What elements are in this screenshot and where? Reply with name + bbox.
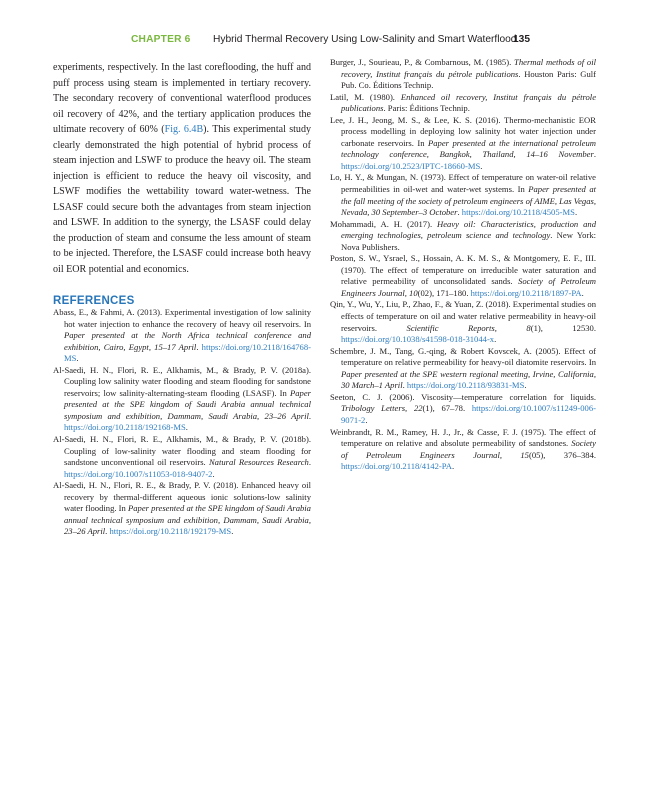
reference-source: Paper presented at the SPE kingdom of Saudi Arabia annual technical symposium and exhibition, Dammam, Saudi Arabia, 23–26 April	[64, 503, 311, 537]
reference-source: Natural Resources Research	[208, 457, 309, 468]
reference-details: .	[196, 341, 202, 352]
reference-end: .	[524, 380, 527, 391]
reference-end: .	[231, 526, 234, 537]
reference-authors: Qin, Y., Wu, Y., Liu, P., Zhao, F., & Yuan, Z. (2018). Experimental studies on effects of temperature on oil and water relative permeability in heavy-oil reservoirs.	[330, 299, 596, 333]
reference-doi-link[interactable]: https://doi.org/10.2118/192168-MS	[64, 422, 186, 433]
references-heading: REFERENCES	[53, 295, 135, 307]
reference-details: (05), 376–384.	[528, 449, 597, 460]
running-header	[131, 34, 530, 50]
reference-entry	[53, 480, 311, 538]
reference-details: . Paris: Éditions Technip.	[383, 103, 470, 114]
reference-doi-link[interactable]: https://doi.org/10.2118/4505-MS	[461, 207, 575, 218]
reference-end: .	[581, 287, 584, 298]
reference-entry	[330, 427, 596, 473]
reference-end: .	[185, 422, 188, 433]
reference-source: Paper presented at the SPE kingdom of Saudi Arabia annual technical symposium and exhibition, Dammam, Saudi Arabia, 23–26 April	[64, 387, 311, 421]
reference-authors: Seeton, C. J. (2006). Viscosity—temperature correlation for liquids.	[330, 391, 596, 402]
reference-details: (1), 12530.	[530, 322, 597, 333]
reference-end: .	[451, 461, 455, 472]
page-number: 135	[513, 34, 530, 45]
reference-authors: Burger, J., Sourieau, P., & Combarnous, M. (1985).	[330, 57, 515, 67]
reference-end: .	[212, 468, 215, 479]
reference-entry	[330, 253, 596, 299]
figure-link[interactable]: Fig. 6.4B	[164, 124, 204, 135]
reference-details: .	[105, 526, 110, 537]
reference-source: Tribology Letters, 22	[341, 403, 423, 414]
reference-doi-link[interactable]: https://doi.org/10.2118/93831-MS	[406, 380, 525, 391]
reference-authors: Weinbrandt, R. M., Ramey, H. J., Jr., & Casse, F. J. (1975). The effect of temperature on relative and absolute permeability of sandstones.	[330, 426, 596, 449]
chapter-title: Hybrid Thermal Recovery Using Low-Salinity and Smart Waterflood	[213, 34, 517, 45]
reference-entry	[330, 392, 596, 427]
reference-authors: Mohammadi, A. H. (2017).	[330, 218, 438, 229]
reference-doi-link[interactable]: https://doi.org/10.1007/s11053-018-9407-2	[64, 468, 213, 479]
reference-authors: Al-Saedi, H. N., Flori, R. E., & Brady, P. V. (2018). Enhanced heavy oil recovery by thermal-different aqueous ionic solutions-low salinity water flooding. In	[53, 480, 311, 514]
reference-source: Paper presented at the fall meeting of the society of petroleum engineers of AIME, Las Vegas, Nevada, 30 September–3 October	[341, 184, 597, 218]
reference-details: .	[402, 380, 407, 391]
reference-end: .	[494, 334, 497, 345]
reference-authors: Poston, S. W., Ysrael, S., Hossain, A. K. M. S., & Montgomery, E. F., III. (1970). The effect of temperature on irreducible water saturation and relative permeability of unconsolidated sands.	[330, 253, 596, 287]
reference-source: Society of Petroleum Engineers Journal, 15	[341, 438, 596, 460]
reference-details: (1), 67–78.	[422, 403, 472, 414]
reference-entry	[330, 219, 596, 254]
reference-entry	[330, 115, 596, 173]
reference-end: .	[480, 160, 483, 171]
reference-source: Paper presented at the North Africa technical conference and exhibition, Cairo, Egypt, 15–17 April	[64, 330, 311, 352]
reference-authors: Abass, E., & Fahmi, A. (2013). Experimental investigation of low salinity hot water injection to enhance the recovery of heavy oil reservoirs. In	[53, 307, 311, 329]
reference-authors: Latil, M. (1980).	[330, 91, 401, 102]
reference-authors: Lo, H. Y., & Mungan, N. (1973). Effect of temperature on water-oil relative permeabilities in oil-wet and water-wet systems. In	[330, 172, 596, 195]
reference-details: .	[308, 457, 311, 468]
references-list-right	[330, 57, 596, 473]
reference-doi-link[interactable]: https://doi.org/10.1007/s11249-006-9071-2	[341, 403, 596, 425]
paragraph-text-end: ). This experimental study clearly demonstrated the high potential of hybrid process of steam injection and LSWF to produce the heavy oil. The steam injection is efficient to reduce the heavy oil viscosity, and LSWF modifies the wettability toward water-wetness. The LSASF could secure both the advantages from steam injection and LSWF. In addition to the synergy, the LSASF could delay the production of steam and consume the less amount of steam to be injected. Therefore, the LSASF could increase both heavy oil EOR potential and economics.	[53, 124, 311, 275]
references-list-left	[53, 307, 311, 538]
reference-details: (02), 171–180.	[417, 287, 471, 298]
reference-source: Paper presented at the international petroleum technology conference, Bangkok, Thailand, 14–16 November	[341, 137, 596, 160]
left-column	[53, 60, 311, 538]
reference-source: Paper presented at the SPE western regional meeting, Irvine, California, 30 March–1 April	[341, 368, 596, 391]
reference-entry	[330, 346, 596, 392]
reference-authors: Lee, J. H., Jeong, M. S., & Lee, K. S. (2016). Thermo-mechanistic EOR process modelling in deploying low salinity hot water injection under carbonate reservoirs. In	[330, 114, 596, 148]
reference-details: .	[308, 410, 311, 421]
reference-details: .	[593, 149, 596, 160]
reference-doi-link[interactable]: https://doi.org/10.2523/IPTC-18660-MS	[341, 160, 481, 171]
right-column	[330, 57, 596, 473]
reference-end: .	[574, 207, 578, 218]
reference-doi-link[interactable]: https://doi.org/10.2118/164768-MS	[64, 341, 312, 364]
chapter-label: CHAPTER 6	[131, 34, 191, 45]
reference-doi-link[interactable]: https://doi.org/10.1038/s41598-018-31044-x	[341, 334, 495, 345]
reference-authors: Al-Saedi, H. N., Flori, R. E., Alkhamis, M., & Brady, P. V. (2018a). Coupling low salinity water flooding and steam flooding for sandstone reservoirs; low salinity-alternating-steam flooding (LSASF). In	[53, 364, 311, 398]
reference-source: Society of Petroleum Engineers Journal, 10	[341, 276, 596, 298]
paragraph-text-start: experiments, respectively. In the last coreflooding, the huff and puff process using steam is implemented in tertiary recovery. The secondary recovery of conventional waterflood produces oil recovery of 42%, and the tertiary application produces the ultimate recovery of 60% (	[53, 62, 311, 135]
reference-details: . Houston Paris: Gulf Pub. Co. Éditions Technip.	[341, 68, 597, 91]
reference-authors: Al-Saedi, H. N., Flori, R. E., Alkhamis, M., & Brady, P. V. (2018b). Coupling of low-salinity water flooding and steam flooding for sandstone unconventional oil reservoirs.	[53, 434, 311, 468]
reference-source: Scientific Reports, 8	[406, 322, 531, 333]
reference-details: .	[457, 207, 462, 218]
reference-authors: Schembre, J. M., Tang, G.-qing, & Robert Kovscek, A. (2005). Effect of temperature on relative permeability for heavy-oil diatomite reservoirs. In	[330, 345, 596, 368]
reference-entry	[330, 299, 596, 345]
reference-doi-link[interactable]: https://doi.org/10.2118/192179-MS	[109, 526, 232, 537]
reference-entry	[330, 172, 596, 218]
reference-entry	[53, 434, 311, 480]
reference-doi-link[interactable]: https://doi.org/10.2118/1897-PA	[470, 287, 582, 298]
reference-details: . New York: Nova Publishers.	[341, 230, 597, 252]
reference-entry	[330, 92, 596, 115]
reference-source: Enhanced oil recovery, Institut français du pétrole publications	[341, 91, 597, 114]
reference-source: Thermal methods of oil recovery, Institut français du pétrole publications	[341, 57, 596, 79]
reference-source: Heavy oil: Characteristics, production and emerging technologies, petroleum science and technology	[341, 218, 596, 241]
reference-end: .	[365, 414, 368, 425]
reference-entry	[53, 365, 311, 434]
reference-doi-link[interactable]: https://doi.org/10.2118/4142-PA	[341, 461, 452, 472]
reference-entry	[330, 57, 596, 92]
body-paragraph	[53, 60, 311, 277]
reference-entry	[53, 307, 311, 365]
reference-end: .	[76, 353, 79, 364]
